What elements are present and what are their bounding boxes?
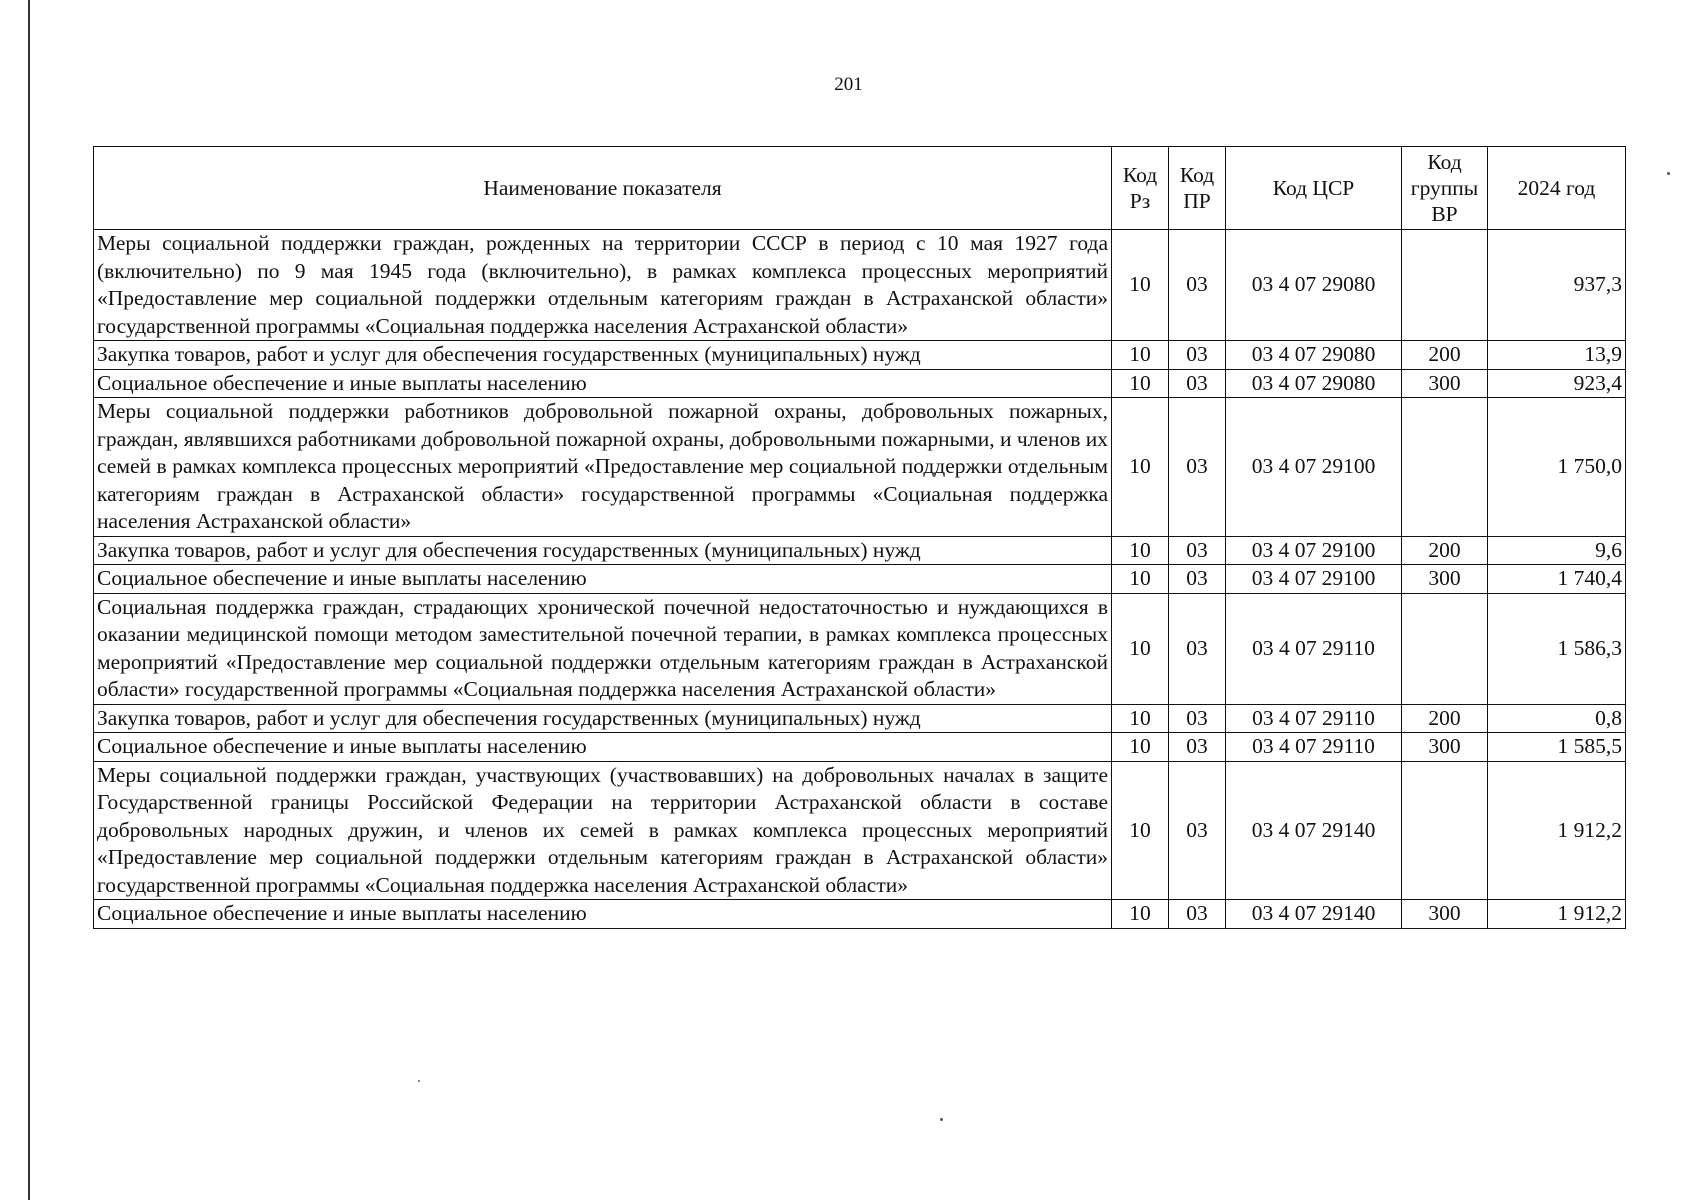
header-vr: Код группы ВР bbox=[1402, 147, 1488, 230]
row-vr: 300 bbox=[1402, 900, 1488, 929]
row-csr: 03 4 07 29110 bbox=[1226, 733, 1402, 762]
header-rz: Код Рз bbox=[1112, 147, 1169, 230]
row-pr: 03 bbox=[1169, 369, 1226, 398]
row-pr: 03 bbox=[1169, 565, 1226, 594]
row-csr: 03 4 07 29080 bbox=[1226, 230, 1402, 341]
row-pr: 03 bbox=[1169, 230, 1226, 341]
row-pr: 03 bbox=[1169, 704, 1226, 733]
row-rz: 10 bbox=[1112, 230, 1169, 341]
row-csr: 03 4 07 29140 bbox=[1226, 900, 1402, 929]
row-value: 1 750,0 bbox=[1488, 398, 1626, 537]
binding-line bbox=[28, 0, 30, 1200]
header-year: 2024 год bbox=[1488, 147, 1626, 230]
table-row bbox=[94, 536, 1626, 565]
row-rz: 10 bbox=[1112, 761, 1169, 900]
row-rz: 10 bbox=[1112, 536, 1169, 565]
table-row bbox=[94, 369, 1626, 398]
row-pr: 03 bbox=[1169, 341, 1226, 370]
row-name: Закупка товаров, работ и услуг для обеспечения государственных (муниципальных) нужд bbox=[94, 536, 1112, 565]
row-vr: 200 bbox=[1402, 536, 1488, 565]
row-name: Социальное обеспечение и иные выплаты населению bbox=[94, 733, 1112, 762]
row-csr: 03 4 07 29080 bbox=[1226, 341, 1402, 370]
row-rz: 10 bbox=[1112, 704, 1169, 733]
page-number: 201 bbox=[834, 74, 863, 95]
row-rz: 10 bbox=[1112, 398, 1169, 537]
table-row bbox=[94, 900, 1626, 929]
header-csr: Код ЦСР bbox=[1226, 147, 1402, 230]
row-value: 1 912,2 bbox=[1488, 900, 1626, 929]
header-name: Наименование показателя bbox=[94, 147, 1112, 230]
row-name: Закупка товаров, работ и услуг для обеспечения государственных (муниципальных) нужд bbox=[94, 341, 1112, 370]
row-value: 13,9 bbox=[1488, 341, 1626, 370]
row-vr bbox=[1402, 593, 1488, 704]
table-row bbox=[94, 593, 1626, 704]
row-vr bbox=[1402, 761, 1488, 900]
row-pr: 03 bbox=[1169, 593, 1226, 704]
row-value: 0,8 bbox=[1488, 704, 1626, 733]
row-vr bbox=[1402, 398, 1488, 537]
row-value: 923,4 bbox=[1488, 369, 1626, 398]
row-pr: 03 bbox=[1169, 536, 1226, 565]
row-vr: 300 bbox=[1402, 369, 1488, 398]
row-name: Меры социальной поддержки граждан, участвующих (участвовавших) на добровольных началах в защите Государственной границы Российской Федерации на территории Астраханской области в составе добровольных народных дружин, и членов их семей в рамках комплекса процессных мероприятий «Предоставление мер социальной поддержки отдельным категориям граждан в Астраханской области» государственной программы «Социальная поддержка населения Астраханской области» bbox=[94, 761, 1112, 900]
row-name: Социальная поддержка граждан, страдающих хронической почечной недостаточностью и нуждающихся в оказании медицинской помощи методом заместительной почечной терапии, в рамках комплекса процессных мероприятий «Предоставление мер социальной поддержки отдельным категориям граждан в Астраханской области» государственной программы «Социальная поддержка населения Астраханской области» bbox=[94, 593, 1112, 704]
row-pr: 03 bbox=[1169, 398, 1226, 537]
row-rz: 10 bbox=[1112, 733, 1169, 762]
row-rz: 10 bbox=[1112, 593, 1169, 704]
row-csr: 03 4 07 29100 bbox=[1226, 536, 1402, 565]
row-vr: 200 bbox=[1402, 704, 1488, 733]
row-name: Меры социальной поддержки граждан, рожденных на территории СССР в период с 10 мая 1927 года (включительно) по 9 мая 1945 года (включительно), в рамках комплекса процессных мероприятий «Предоставление мер социальной поддержки отдельным категориям граждан в Астраханской области» государственной программы «Социальная поддержка населения Астраханской области» bbox=[94, 230, 1112, 341]
row-csr: 03 4 07 29110 bbox=[1226, 704, 1402, 733]
table-row bbox=[94, 398, 1626, 537]
row-csr: 03 4 07 29080 bbox=[1226, 369, 1402, 398]
row-rz: 10 bbox=[1112, 565, 1169, 594]
budget-table bbox=[93, 146, 1626, 929]
row-vr: 300 bbox=[1402, 733, 1488, 762]
table-row bbox=[94, 733, 1626, 762]
row-value: 1 586,3 bbox=[1488, 593, 1626, 704]
row-value: 1 585,5 bbox=[1488, 733, 1626, 762]
row-rz: 10 bbox=[1112, 369, 1169, 398]
table-row bbox=[94, 565, 1626, 594]
row-rz: 10 bbox=[1112, 900, 1169, 929]
row-name: Меры социальной поддержки работников добровольной пожарной охраны, добровольных пожарных, граждан, являвшихся работниками добровольной пожарной охраны, добровольными пожарными, и членов их семей в рамках комплекса процессных мероприятий «Предоставление мер социальной поддержки отдельным категориям граждан в Астраханской области» государственной программы «Социальная поддержка населения Астраханской области» bbox=[94, 398, 1112, 537]
row-csr: 03 4 07 29100 bbox=[1226, 565, 1402, 594]
row-value: 1 740,4 bbox=[1488, 565, 1626, 594]
scan-speck bbox=[418, 1080, 420, 1082]
table-row bbox=[94, 761, 1626, 900]
row-vr bbox=[1402, 230, 1488, 341]
table-header-row bbox=[94, 147, 1626, 230]
row-name: Закупка товаров, работ и услуг для обеспечения государственных (муниципальных) нужд bbox=[94, 704, 1112, 733]
table-row bbox=[94, 230, 1626, 341]
row-pr: 03 bbox=[1169, 900, 1226, 929]
row-value: 9,6 bbox=[1488, 536, 1626, 565]
row-name: Социальное обеспечение и иные выплаты населению bbox=[94, 369, 1112, 398]
table-row bbox=[94, 341, 1626, 370]
row-csr: 03 4 07 29100 bbox=[1226, 398, 1402, 537]
row-value: 1 912,2 bbox=[1488, 761, 1626, 900]
row-csr: 03 4 07 29140 bbox=[1226, 761, 1402, 900]
row-name: Социальное обеспечение и иные выплаты населению bbox=[94, 565, 1112, 594]
row-vr: 200 bbox=[1402, 341, 1488, 370]
scan-speck bbox=[1667, 172, 1670, 175]
row-csr: 03 4 07 29110 bbox=[1226, 593, 1402, 704]
header-pr: Код ПР bbox=[1169, 147, 1226, 230]
table-row bbox=[94, 704, 1626, 733]
row-rz: 10 bbox=[1112, 341, 1169, 370]
row-vr: 300 bbox=[1402, 565, 1488, 594]
row-pr: 03 bbox=[1169, 761, 1226, 900]
row-value: 937,3 bbox=[1488, 230, 1626, 341]
scan-speck bbox=[940, 1118, 943, 1121]
row-pr: 03 bbox=[1169, 733, 1226, 762]
row-name: Социальное обеспечение и иные выплаты населению bbox=[94, 900, 1112, 929]
